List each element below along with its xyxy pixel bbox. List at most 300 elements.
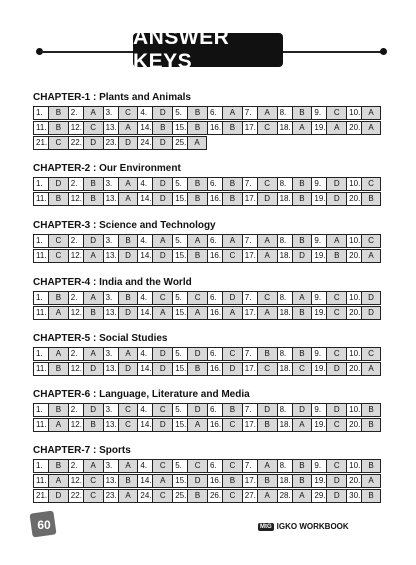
question-number: 12. bbox=[68, 306, 83, 320]
answer-row bbox=[33, 106, 381, 120]
answer-cell bbox=[137, 306, 172, 320]
answer-letter: B bbox=[48, 459, 68, 473]
answer-cell bbox=[172, 489, 207, 503]
answer-letter: C bbox=[222, 347, 242, 361]
answer-row bbox=[33, 177, 381, 191]
question-number: 14. bbox=[137, 362, 152, 376]
question-number: 21. bbox=[33, 489, 48, 503]
answer-letter: D bbox=[48, 489, 68, 503]
answer-row bbox=[33, 362, 381, 376]
answer-cell bbox=[277, 418, 312, 432]
answer-letter: D bbox=[83, 136, 103, 150]
question-number: 17. bbox=[242, 362, 257, 376]
answer-cell bbox=[137, 136, 172, 150]
answer-cell bbox=[242, 418, 277, 432]
answer-cell bbox=[137, 106, 172, 120]
question-number: 4. bbox=[137, 459, 152, 473]
answer-cell bbox=[207, 347, 242, 361]
answer-letter: D bbox=[222, 362, 242, 376]
question-number: 8. bbox=[277, 459, 292, 473]
question-number: 15. bbox=[172, 249, 187, 263]
question-number: 3. bbox=[103, 106, 118, 120]
question-number: 4. bbox=[137, 177, 152, 191]
answer-cell bbox=[68, 418, 103, 432]
question-number: 16. bbox=[207, 362, 222, 376]
answer-letter: D bbox=[118, 306, 138, 320]
answer-letter: C bbox=[187, 291, 207, 305]
chapter-title: CHAPTER-5 : Social Studies bbox=[33, 333, 168, 344]
answer-cell bbox=[277, 192, 312, 206]
answer-cell bbox=[277, 347, 312, 361]
answer-letter: B bbox=[48, 106, 68, 120]
answer-cell bbox=[242, 459, 277, 473]
answer-cell bbox=[103, 362, 138, 376]
footer-text: IGKO WORKBOOK bbox=[276, 522, 349, 531]
answer-cell bbox=[137, 249, 172, 263]
answer-cell bbox=[311, 121, 346, 135]
question-number: 4. bbox=[137, 403, 152, 417]
answer-cell bbox=[311, 177, 346, 191]
question-number: 9. bbox=[311, 291, 326, 305]
answer-letter: D bbox=[152, 418, 172, 432]
question-number: 1. bbox=[33, 291, 48, 305]
answer-cell bbox=[68, 249, 103, 263]
answer-letter: C bbox=[326, 459, 346, 473]
answer-letter: B bbox=[118, 234, 138, 248]
answer-letter: B bbox=[222, 403, 242, 417]
chapter-block bbox=[33, 91, 381, 150]
answer-letter: C bbox=[152, 291, 172, 305]
answer-cell bbox=[33, 459, 68, 473]
answer-letter: D bbox=[326, 403, 346, 417]
answer-letter: D bbox=[152, 362, 172, 376]
answer-letter: B bbox=[257, 418, 277, 432]
answer-cell bbox=[33, 489, 68, 503]
answer-letter: A bbox=[292, 418, 312, 432]
answer-letter: A bbox=[83, 106, 103, 120]
answer-row bbox=[33, 306, 381, 320]
answer-cell bbox=[103, 177, 138, 191]
answer-cell bbox=[346, 347, 381, 361]
answer-letter: C bbox=[257, 291, 277, 305]
answer-cell bbox=[103, 418, 138, 432]
answer-cell bbox=[346, 403, 381, 417]
answer-cell bbox=[68, 347, 103, 361]
answer-letter: D bbox=[118, 136, 138, 150]
question-number: 6. bbox=[207, 403, 222, 417]
answer-cell bbox=[311, 234, 346, 248]
answer-letter: A bbox=[83, 459, 103, 473]
answer-cell bbox=[137, 362, 172, 376]
question-number: 8. bbox=[277, 291, 292, 305]
question-number: 7. bbox=[242, 347, 257, 361]
answer-cell bbox=[242, 347, 277, 361]
question-number: 4. bbox=[137, 234, 152, 248]
answer-letter: A bbox=[152, 474, 172, 488]
question-number: 9. bbox=[311, 234, 326, 248]
answer-letter: D bbox=[83, 362, 103, 376]
answer-cell bbox=[33, 362, 68, 376]
question-number: 11. bbox=[33, 121, 48, 135]
chapter-title: CHAPTER-3 : Science and Technology bbox=[33, 220, 216, 231]
answer-row bbox=[33, 418, 381, 432]
answer-letter: A bbox=[257, 459, 277, 473]
answer-letter: B bbox=[257, 474, 277, 488]
question-number: 12. bbox=[68, 474, 83, 488]
answer-cell bbox=[68, 121, 103, 135]
answer-cell bbox=[242, 121, 277, 135]
answer-letter: B bbox=[48, 291, 68, 305]
answer-letter: B bbox=[292, 347, 312, 361]
question-number: 4. bbox=[137, 347, 152, 361]
answer-cell bbox=[242, 234, 277, 248]
answer-letter: B bbox=[187, 489, 207, 503]
answer-letter: C bbox=[326, 418, 346, 432]
question-number: 18. bbox=[277, 249, 292, 263]
answer-letter: C bbox=[48, 234, 68, 248]
answer-cell bbox=[346, 489, 381, 503]
answer-cell bbox=[277, 306, 312, 320]
answer-letter: C bbox=[152, 459, 172, 473]
answer-cell bbox=[346, 192, 381, 206]
answer-cell bbox=[277, 403, 312, 417]
answer-cell bbox=[346, 362, 381, 376]
question-number: 23. bbox=[103, 136, 118, 150]
page-title: ANSWER KEYS bbox=[133, 33, 283, 67]
chapter-block bbox=[33, 276, 381, 320]
answer-letter: A bbox=[118, 489, 138, 503]
question-number: 13. bbox=[103, 306, 118, 320]
chapter-block bbox=[33, 444, 381, 503]
answer-letter: A bbox=[292, 121, 312, 135]
question-number: 16. bbox=[207, 306, 222, 320]
question-number: 1. bbox=[33, 234, 48, 248]
answer-cell bbox=[207, 418, 242, 432]
answer-letter: C bbox=[257, 177, 277, 191]
question-number: 3. bbox=[103, 403, 118, 417]
answer-letter: B bbox=[83, 306, 103, 320]
answer-letter: B bbox=[83, 177, 103, 191]
answer-letter: A bbox=[48, 418, 68, 432]
question-number: 20. bbox=[346, 362, 361, 376]
answer-letter: B bbox=[292, 459, 312, 473]
answer-letter: B bbox=[187, 177, 207, 191]
answer-cell bbox=[68, 234, 103, 248]
answer-cell bbox=[277, 362, 312, 376]
question-number: 17. bbox=[242, 418, 257, 432]
answer-cell bbox=[207, 106, 242, 120]
question-number: 13. bbox=[103, 192, 118, 206]
question-number: 2. bbox=[68, 291, 83, 305]
publisher-logo: MtG bbox=[260, 523, 272, 530]
answer-letter: A bbox=[83, 249, 103, 263]
question-number: 9. bbox=[311, 403, 326, 417]
question-number: 10. bbox=[346, 234, 361, 248]
answer-cell bbox=[242, 192, 277, 206]
answer-cell bbox=[137, 403, 172, 417]
answer-letter: A bbox=[118, 121, 138, 135]
question-number: 30. bbox=[346, 489, 361, 503]
answer-cell bbox=[346, 177, 381, 191]
answer-row bbox=[33, 291, 381, 305]
answer-letter: C bbox=[326, 106, 346, 120]
answer-letter: B bbox=[361, 403, 381, 417]
answer-cell bbox=[207, 177, 242, 191]
answer-cell bbox=[242, 177, 277, 191]
question-number: 16. bbox=[207, 121, 222, 135]
answer-letter: B bbox=[118, 291, 138, 305]
question-number: 1. bbox=[33, 106, 48, 120]
answer-cell bbox=[33, 121, 68, 135]
answer-letter: A bbox=[361, 121, 381, 135]
answer-letter: A bbox=[152, 306, 172, 320]
question-number: 13. bbox=[103, 249, 118, 263]
answer-cell bbox=[277, 291, 312, 305]
chapter-block bbox=[33, 332, 381, 376]
question-number: 1. bbox=[33, 403, 48, 417]
question-number: 18. bbox=[277, 418, 292, 432]
answer-letter: C bbox=[222, 249, 242, 263]
question-number: 9. bbox=[311, 106, 326, 120]
question-number: 25. bbox=[172, 489, 187, 503]
question-number: 11. bbox=[33, 474, 48, 488]
question-number: 16. bbox=[207, 192, 222, 206]
answer-cell bbox=[311, 347, 346, 361]
answer-cell bbox=[311, 489, 346, 503]
answer-letter: D bbox=[152, 347, 172, 361]
answer-cell bbox=[33, 418, 68, 432]
question-number: 27. bbox=[242, 489, 257, 503]
answer-cell bbox=[137, 192, 172, 206]
answer-cell bbox=[311, 474, 346, 488]
question-number: 18. bbox=[277, 306, 292, 320]
answer-cell bbox=[311, 403, 346, 417]
answer-row bbox=[33, 474, 381, 488]
answer-letter: A bbox=[187, 136, 207, 150]
answer-letter: B bbox=[152, 121, 172, 135]
answer-letter: A bbox=[48, 347, 68, 361]
question-number: 16. bbox=[207, 474, 222, 488]
header-dot-right bbox=[380, 48, 387, 55]
answer-letter: C bbox=[83, 474, 103, 488]
question-number: 19. bbox=[311, 306, 326, 320]
answer-letter: D bbox=[118, 249, 138, 263]
chapter-title: CHAPTER-4 : India and the World bbox=[33, 277, 192, 288]
question-number: 15. bbox=[172, 418, 187, 432]
answer-letter: C bbox=[118, 418, 138, 432]
answer-row bbox=[33, 234, 381, 248]
chapter-block bbox=[33, 388, 381, 432]
question-number: 10. bbox=[346, 403, 361, 417]
answer-cell bbox=[103, 192, 138, 206]
answer-cell bbox=[103, 474, 138, 488]
answer-cell bbox=[207, 121, 242, 135]
answer-letter: A bbox=[48, 474, 68, 488]
chapter-block bbox=[33, 162, 381, 206]
answer-row bbox=[33, 121, 381, 135]
answer-letter: B bbox=[48, 192, 68, 206]
question-number: 20. bbox=[346, 474, 361, 488]
answer-letter: D bbox=[326, 362, 346, 376]
answer-letter: A bbox=[257, 106, 277, 120]
answer-letter: B bbox=[326, 249, 346, 263]
answer-letter: D bbox=[361, 291, 381, 305]
answer-cell bbox=[172, 177, 207, 191]
answer-cell bbox=[346, 306, 381, 320]
answer-letter: A bbox=[326, 234, 346, 248]
question-number: 2. bbox=[68, 403, 83, 417]
answer-cell bbox=[277, 121, 312, 135]
answer-letter: C bbox=[326, 306, 346, 320]
answer-cell bbox=[103, 306, 138, 320]
answer-letter: B bbox=[83, 192, 103, 206]
answer-cell bbox=[346, 291, 381, 305]
chapter-title: CHAPTER-2 : Our Environment bbox=[33, 163, 181, 174]
answer-letter: A bbox=[118, 347, 138, 361]
answer-cell bbox=[103, 403, 138, 417]
answer-cell bbox=[242, 489, 277, 503]
question-number: 13. bbox=[103, 474, 118, 488]
question-number: 9. bbox=[311, 459, 326, 473]
answer-cell bbox=[68, 489, 103, 503]
answer-cell bbox=[311, 459, 346, 473]
answer-cell bbox=[242, 106, 277, 120]
question-number: 19. bbox=[311, 362, 326, 376]
answer-letter: B bbox=[222, 474, 242, 488]
answer-letter: D bbox=[326, 192, 346, 206]
question-number: 17. bbox=[242, 192, 257, 206]
question-number: 2. bbox=[68, 177, 83, 191]
answer-cell bbox=[103, 249, 138, 263]
answer-letter: C bbox=[326, 347, 346, 361]
answer-letter: B bbox=[361, 489, 381, 503]
answer-cell bbox=[137, 347, 172, 361]
answer-cell bbox=[207, 249, 242, 263]
question-number: 6. bbox=[207, 234, 222, 248]
answer-letter: C bbox=[257, 362, 277, 376]
answer-cell bbox=[346, 418, 381, 432]
question-number: 14. bbox=[137, 474, 152, 488]
answer-letter: B bbox=[257, 347, 277, 361]
question-number: 10. bbox=[346, 459, 361, 473]
answer-letter: B bbox=[187, 106, 207, 120]
question-number: 11. bbox=[33, 192, 48, 206]
answer-cell bbox=[68, 177, 103, 191]
question-number: 19. bbox=[311, 418, 326, 432]
question-number: 14. bbox=[137, 121, 152, 135]
answer-cell bbox=[68, 136, 103, 150]
answer-letter: C bbox=[83, 489, 103, 503]
answer-letter: C bbox=[361, 177, 381, 191]
answer-letter: D bbox=[83, 403, 103, 417]
answer-cell bbox=[311, 249, 346, 263]
question-number: 29. bbox=[311, 489, 326, 503]
answer-letter: A bbox=[187, 418, 207, 432]
question-number: 11. bbox=[33, 362, 48, 376]
answer-letter: D bbox=[187, 403, 207, 417]
question-number: 24. bbox=[137, 489, 152, 503]
answer-letter: A bbox=[48, 306, 68, 320]
answer-letter: D bbox=[222, 291, 242, 305]
question-number: 5. bbox=[172, 234, 187, 248]
answer-cell bbox=[207, 403, 242, 417]
question-number: 25. bbox=[172, 136, 187, 150]
question-number: 7. bbox=[242, 403, 257, 417]
answer-cell bbox=[242, 362, 277, 376]
answer-letter: B bbox=[187, 192, 207, 206]
answer-cell bbox=[137, 177, 172, 191]
answer-letter: D bbox=[326, 474, 346, 488]
question-number: 2. bbox=[68, 347, 83, 361]
answer-letter: B bbox=[292, 306, 312, 320]
question-number: 6. bbox=[207, 459, 222, 473]
answer-letter: A bbox=[152, 234, 172, 248]
question-number: 7. bbox=[242, 234, 257, 248]
question-number: 5. bbox=[172, 403, 187, 417]
answer-cell bbox=[68, 192, 103, 206]
answer-letter: A bbox=[292, 489, 312, 503]
question-number: 6. bbox=[207, 291, 222, 305]
answer-cell bbox=[172, 291, 207, 305]
answer-letter: B bbox=[361, 459, 381, 473]
answer-cell bbox=[207, 489, 242, 503]
question-number: 15. bbox=[172, 192, 187, 206]
question-number: 10. bbox=[346, 347, 361, 361]
answer-letter: A bbox=[83, 291, 103, 305]
answer-cell bbox=[68, 403, 103, 417]
answer-letter: A bbox=[83, 347, 103, 361]
question-number: 17. bbox=[242, 249, 257, 263]
answer-cell bbox=[103, 136, 138, 150]
answer-cell bbox=[103, 347, 138, 361]
question-number: 12. bbox=[68, 192, 83, 206]
page-number: 60 bbox=[37, 518, 51, 532]
question-number: 4. bbox=[137, 106, 152, 120]
answer-cell bbox=[346, 106, 381, 120]
answer-cell bbox=[68, 306, 103, 320]
question-number: 1. bbox=[33, 177, 48, 191]
answer-letter: A bbox=[292, 291, 312, 305]
answer-letter: A bbox=[361, 106, 381, 120]
question-number: 19. bbox=[311, 249, 326, 263]
chapter-block bbox=[33, 219, 381, 263]
answer-cell bbox=[137, 418, 172, 432]
question-number: 11. bbox=[33, 249, 48, 263]
answer-letter: C bbox=[48, 249, 68, 263]
answer-letter: C bbox=[152, 403, 172, 417]
answer-letter: C bbox=[187, 459, 207, 473]
question-number: 8. bbox=[277, 106, 292, 120]
answer-cell bbox=[68, 291, 103, 305]
answer-cell bbox=[103, 291, 138, 305]
answer-letter: A bbox=[222, 106, 242, 120]
answer-row bbox=[33, 136, 381, 150]
question-number: 14. bbox=[137, 306, 152, 320]
answer-letter: D bbox=[152, 136, 172, 150]
answer-letter: B bbox=[118, 474, 138, 488]
question-number: 20. bbox=[346, 121, 361, 135]
answer-letter: B bbox=[48, 121, 68, 135]
answer-letter: C bbox=[257, 121, 277, 135]
answer-letter: A bbox=[361, 474, 381, 488]
answer-row bbox=[33, 347, 381, 361]
answer-cell bbox=[33, 234, 68, 248]
answer-cell bbox=[311, 306, 346, 320]
question-number: 11. bbox=[33, 306, 48, 320]
answer-letter: A bbox=[118, 459, 138, 473]
answer-letter: C bbox=[222, 489, 242, 503]
question-number: 10. bbox=[346, 177, 361, 191]
